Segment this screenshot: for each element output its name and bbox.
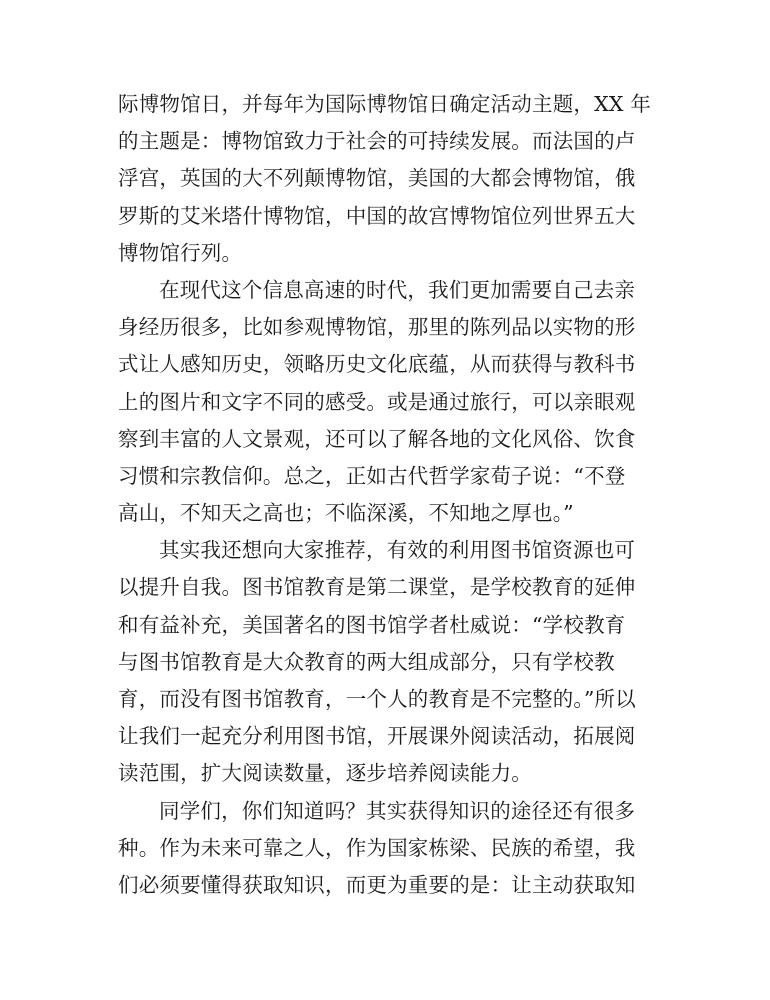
text-line: 察到丰富的人文景观，还可以了解各地的文化风俗、饮食 <box>118 426 636 451</box>
text-line: 式让人感知历史，领略历史文化底蕴，从而获得与教科书 <box>118 352 636 377</box>
text-line: 高山，不知天之高也；不临深溪，不知地之厚也。” <box>118 501 574 526</box>
text-line: 读范围，扩大阅读数量，逐步培养阅读能力。 <box>118 761 532 786</box>
text-line: 上的图片和文字不同的感受。或是通过旅行，可以亲眼观 <box>118 389 636 414</box>
paragraph-first-line: 在现代这个信息高速的时代，我们更加需要自己去亲 <box>159 277 636 302</box>
text-line: 种。作为未来可靠之人，作为国家栋梁、民族的希望，我 <box>118 835 636 860</box>
text-line: 际博物馆日，并每年为国际博物馆日确定活动主题，XX 年 <box>118 92 652 116</box>
paragraph-first-line: 其实我还想向大家推荐，有效的利用图书馆资源也可 <box>159 538 636 563</box>
text-line: 和有益补充，美国著名的图书馆学者杜威说：“学校教育 <box>118 612 626 637</box>
text-line: 以提升自我。图书馆教育是第二课堂，是学校教育的延伸 <box>118 575 636 600</box>
text-line: 身经历很多，比如参观博物馆，那里的陈列品以实物的形 <box>118 315 636 340</box>
text-line: 浮宫，英国的大不列颠博物馆，美国的大都会博物馆，俄 <box>118 166 636 191</box>
text-line: 与图书馆教育是大众教育的两大组成部分，只有学校教 <box>118 649 615 674</box>
paragraph-first-line: 同学们，你们知道吗？其实获得知识的途径还有很多 <box>159 798 636 823</box>
text-line: 们必须要懂得获取知识，而更为重要的是：让主动获取知 <box>118 872 636 897</box>
text-line: 育，而没有图书馆教育，一个人的教育是不完整的。”所以 <box>118 687 636 711</box>
text-line: 习惯和宗教信仰。总之，正如古代哲学家荀子说：“不登 <box>118 463 626 488</box>
text-line: 博物馆行列。 <box>118 240 243 265</box>
text-line: 的主题是：博物馆致力于社会的可持续发展。而法国的卢 <box>118 129 636 154</box>
document-body <box>118 86 652 904</box>
text-line: 罗斯的艾米塔什博物馆，中国的故宫博物馆位列世界五大 <box>118 203 636 228</box>
text-line: 让我们一起充分利用图书馆，开展课外阅读活动，拓展阅 <box>118 724 636 749</box>
